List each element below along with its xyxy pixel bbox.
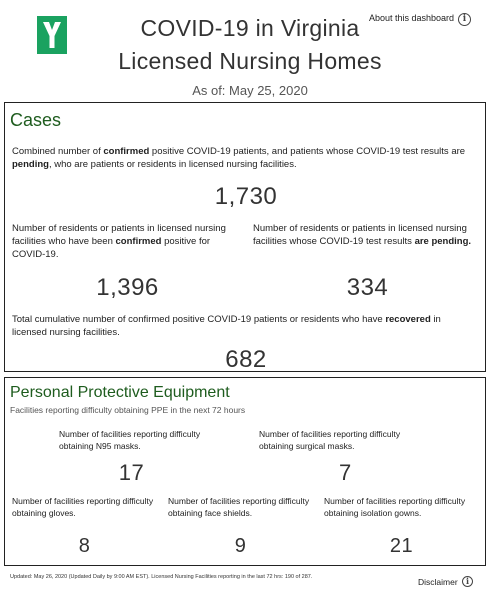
confirmed-count: 1,396 [96, 274, 159, 301]
cases-title: Cases [10, 110, 62, 130]
as-of-date: As of: May 25, 2020 [192, 83, 308, 98]
pending-description: Number of residents or patients in licensed nursing facilities whose COVID-19 test results are pending. [253, 223, 472, 247]
updated-footnote: Updated: May 26, 2020 (Updated Daily by 9:00 AM EST). Licensed Nursing Facilities reporting in the last 72 hrs: 190 of 287. [10, 574, 313, 580]
n95-description: Number of facilities reporting difficulty obtaining N95 masks. [59, 429, 201, 451]
vdh-logo-icon [37, 16, 67, 54]
combined-description: Combined number of confirmed positive COVID-19 patients, and patients whose COVID-19 test results are pending, who are patients or residents in licensed nursing facilities. [12, 146, 466, 170]
cases-panel [4, 102, 486, 372]
surgical-count: 7 [339, 460, 352, 485]
gowns-count: 21 [389, 535, 414, 557]
n95-count: 17 [118, 460, 145, 485]
gowns-description: Number of facilities reporting difficulty obtaining isolation gowns. [324, 496, 466, 518]
disclaimer-link[interactable]: Disclaimer [418, 577, 458, 587]
combined-count: 1,730 [214, 183, 278, 210]
ppe-panel [4, 377, 486, 566]
surgical-description: Number of facilities reporting difficulty obtaining surgical masks. [259, 429, 401, 451]
about-dashboard-link[interactable]: About this dashboard [369, 13, 455, 23]
face-shields-description: Number of facilities reporting difficulty obtaining face shields. [168, 496, 310, 518]
confirmed-description: Number of residents or patients in licensed nursing facilities who have been confirmed positive for COVID-19. [12, 223, 226, 260]
page-title: COVID-19 in Virginia Licensed Nursing Homes [118, 15, 382, 74]
info-icon[interactable]: i [458, 13, 471, 26]
gloves-description: Number of facilities reporting difficulty obtaining gloves. [12, 496, 154, 518]
pending-count: 334 [346, 274, 389, 301]
ppe-subtitle: Facilities reporting difficulty obtaining PPE in the next 72 hours [10, 405, 246, 415]
recovered-count: 682 [225, 346, 267, 373]
face-shields-count: 9 [234, 535, 247, 557]
recovered-description: Total cumulative number of confirmed positive COVID-19 patients or residents who have recovered in licensed nursing facilities. [12, 314, 441, 338]
gloves-count: 8 [78, 535, 91, 557]
disclaimer-info-icon[interactable]: i [462, 576, 473, 587]
ppe-title: Personal Protective Equipment [10, 384, 230, 401]
